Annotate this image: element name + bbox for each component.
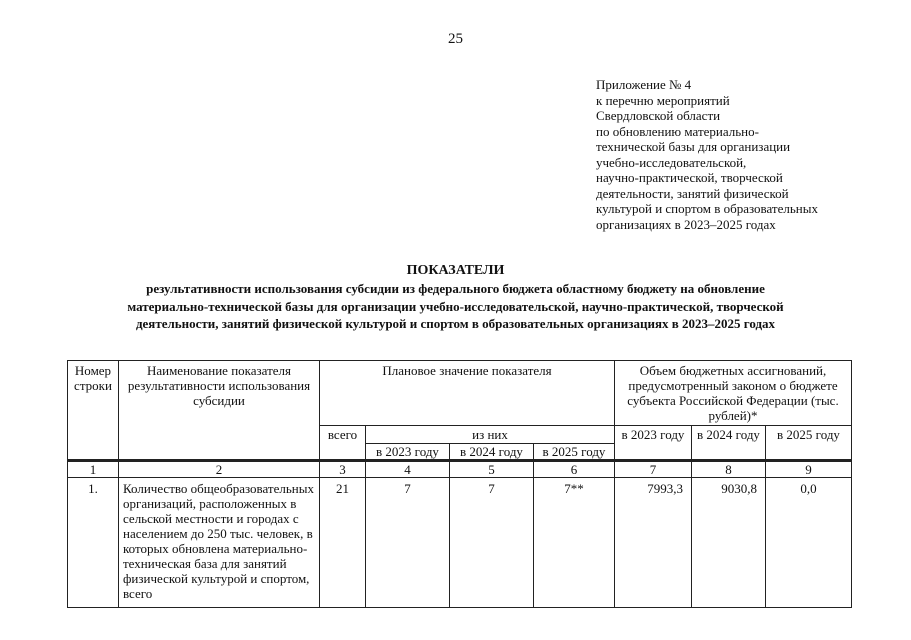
total-cell: 21 xyxy=(320,478,366,608)
heading-subtitle xyxy=(60,280,851,333)
column-number: 8 xyxy=(692,462,766,478)
header-indicator-name: Наименование показателя результативности использования субсидии xyxy=(119,361,320,461)
appendix-line: культурой и спортом в образовательных xyxy=(596,201,818,216)
header-budget: Объем бюджетных ассигнований, предусмотренный законом о бюджете субъекта Российской Федерации (тыс. рублей)* xyxy=(615,361,852,426)
plan-2024-cell: 7 xyxy=(450,478,534,608)
column-number: 6 xyxy=(534,462,615,478)
appendix-line: организациях в 2023–2025 годах xyxy=(596,216,776,232)
indicators-table xyxy=(67,360,852,608)
column-number: 2 xyxy=(119,462,320,478)
appendix-note xyxy=(596,77,818,232)
header-plan-2024: в 2024 году xyxy=(450,444,534,461)
page-number: 25 xyxy=(448,31,463,47)
header-planned-value: Плановое значение показателя xyxy=(320,361,615,426)
plan-2025-cell: 7** xyxy=(534,478,615,608)
budget-2023-cell: 7993,3 xyxy=(615,478,692,608)
header-budget-2023: в 2023 году xyxy=(615,426,692,461)
table-row xyxy=(68,478,852,608)
heading-subtitle-line: материально-технической базы для организации учебно-исследовательской, научно-практической, творческой xyxy=(127,298,784,314)
appendix-line: Приложение № 4 xyxy=(596,77,692,92)
plan-2023-cell: 7 xyxy=(366,478,450,608)
header-plan-2023: в 2023 году xyxy=(366,444,450,461)
appendix-line: деятельности, занятий физической xyxy=(596,185,789,201)
heading-title: ПОКАЗАТЕЛИ xyxy=(406,263,505,278)
column-number: 4 xyxy=(366,462,450,478)
column-number-row xyxy=(68,462,852,478)
appendix-line: по обновлению материально- xyxy=(596,123,759,139)
row-number-cell: 1. xyxy=(68,478,119,608)
appendix-line: учебно-исследовательской, xyxy=(596,154,747,170)
document-heading xyxy=(60,262,851,333)
column-number: 1 xyxy=(68,462,119,478)
column-number: 7 xyxy=(615,462,692,478)
header-plan-2025: в 2025 году xyxy=(534,444,615,461)
header-budget-2024: в 2024 году xyxy=(692,426,766,461)
appendix-line: научно-практической, творческой xyxy=(596,170,783,185)
header-budget-2025: в 2025 году xyxy=(766,426,852,461)
appendix-line: к перечню мероприятий xyxy=(596,92,730,108)
heading-subtitle-line: результативности использования субсидии из федерального бюджета областному бюджету на обновление xyxy=(146,281,765,296)
indicator-name-cell: Количество общеобразовательных организаций, расположенных в сельской местности и городах с населением до 250 тыс. человек, в которых обновлена материально-техническая база для занятий физической культурой и спортом, всего xyxy=(119,478,320,608)
column-number: 9 xyxy=(766,462,852,478)
column-number: 5 xyxy=(450,462,534,478)
appendix-line: Свердловской области xyxy=(596,108,721,123)
header-row-number: Номер строки xyxy=(68,361,119,461)
header-total: всего xyxy=(320,426,366,461)
budget-2024-cell: 9030,8 xyxy=(692,478,766,608)
heading-subtitle-line: деятельности, занятий физической культурой и спортом в образовательных организациях в 2023–2025 годах xyxy=(135,316,776,331)
appendix-line: технической базы для организации xyxy=(596,139,791,154)
column-number: 3 xyxy=(320,462,366,478)
budget-2025-cell: 0,0 xyxy=(766,478,852,608)
header-of-which: из них xyxy=(366,426,615,444)
